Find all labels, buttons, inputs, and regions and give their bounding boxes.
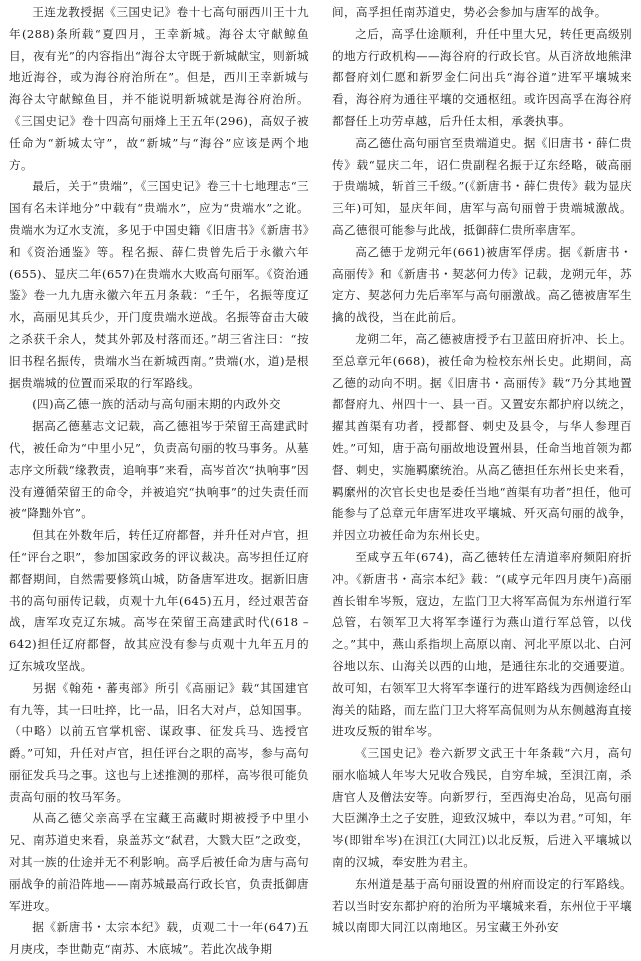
- paragraph: 王连龙教授据《三国史记》卷十七高句丽西川王十九年(288)条所载“夏四月，王幸新城。海谷太守献鲸鱼目，夜有光”的内容指出“海谷太守既于新城献宝，则新城地近海谷，或为海谷府治所在”。但是，西川王幸新城与海谷太守献鲸鱼目，并不能说明新城就是海谷府治所。《三国史记》卷十四高句丽烽上王五年(296)，高奴子被任命为“新城太守”，故“新城”与“海谷”应该是两个地方。: [9, 5, 309, 172]
- paragraph: 但其在外数年后，转任辽府都督，并升任对卢官，担任“评台之职”，参加国家政务的评议裁决。高岑担任辽府都督期间，自然需要修筑山城，防备唐军进攻。据新旧唐书的高句丽传记载，贞观十九年(645)五月，经过艰苦奋战，唐军攻克辽东城。高岑在荣留王高建武时代(618 – 642)担任辽府都督，故其应没有参与贞观十九年五月的辽东城攻坚战。: [9, 528, 309, 673]
- paragraph: 据高乙德墓志文记载，高乙德祖岑于荣留王高建武时代，被任命为“中里小兄”，负责高句丽的牧马事务。从墓志序文所载“缘教责，追响事”来看，高岑首次“执响事”因没有遵循荣留王的命令，并被追究“执响事”的过失责任而被“降黜外官”。: [9, 419, 309, 521]
- left-column: [9, 2, 309, 961]
- right-column: [332, 2, 632, 939]
- paragraph: 从高乙德父亲高孚在宝藏王高藏时期被授予中里小兄、南苏道史来看，泉盖苏文“弑君，大戮大臣”之政变，对其一族的仕途并无不利影响。高孚后被任命为唐与高句丽战争的前沿阵地——南苏城最高行政长官，负责抵御唐军进攻。: [9, 811, 309, 913]
- paragraph-continuation: 间，高孚担任南苏道史，势必会参加与唐军的战争。: [332, 5, 607, 19]
- paragraph: 高乙德仕高句丽官至贵端道史。据《旧唐书・薛仁贵传》载“显庆二年，诏仁贵副程名振于辽东经略，破高丽于贵端城，斩首三千级。”(《新唐书・薛仁贵传》载为显庆三年)可知，显庆年间，唐军与高句丽曾于贵端城激战。高乙德很可能参与此战，抵御薛仁贵所率唐军。: [332, 135, 632, 237]
- paragraph: 据《新唐书・太宗本纪》载，贞观二十一年(647)五月庚戌，李世勣克“南苏、木底城”。若此次战争期: [9, 920, 309, 957]
- section-heading: (四)高乙德一族的活动与高句丽末期的内政外交: [32, 397, 281, 412]
- paragraph: 高乙德于龙朔元年(661)被唐军俘虏。据《新唐书・高丽传》和《新唐书・契苾何力传》记载，龙朔元年，苏定方、契苾何力先后率军与高句丽激战。高乙德被唐军生擒的战役，当在此前后。: [332, 244, 632, 325]
- paragraph: 东州道是基于高句丽设置的州府而设定的行军路线。若以当时安东都护府的治所为平壤城来看，东州位于平壤城以南即大同江以南地区。另宝藏王外孙安: [332, 876, 632, 935]
- paragraph: 最后，关于“贵端”，《三国史记》卷三十七地理志“三国有名未详地分”中载有“贵端水”，应为“贵端水”之讹。贵端水为辽水支流，多见于中国史籍《旧唐书》《新唐书》和《资治通鉴》等。程名振、薛仁贵曾先后于永徽六年(655)、显庆二年(657)在贵端水大败高句丽军。《资治通鉴》卷一九九唐永徽六年五月条载：“壬午，名振等度辽水，高丽见其兵少，开门度贵端水逆战。名振等奋击大破之杀获千余人，焚其外郭及村落而还。”胡三省注曰：“按旧书程名振传，贵端水当在新城西南。”贵端(水，道)是根据贵端城的位置而采取的行军路线。: [9, 179, 309, 390]
- paragraph: 另据《翰苑・蕃夷部》所引《高丽记》载“其国建官有九等，其一曰吐捽，比一品，旧名大对卢，总知国事。（中略）以前五官掌机密、谋政事、征发兵马、选授官爵。”可知，升任对卢官，担任评台之职的高岑，参与高句丽征发兵马之事。这也与上述推测的那样，高岑很可能负责高句丽的牧马军务。: [9, 680, 309, 804]
- paragraph: 《三国史记》卷六新罗文武王十年条载“六月，高句丽水临城人年岑大兄收合残民，自穷牟城，至浿江南，杀唐官人及僧法安等。向新罗行，至西海史冶岛，见高句丽大臣渊净土之子安胜，迎致汉城中，奉以为君。”可知，年岑(即钳牟岑)在浿江(大同江)以北反叛，后进入平壤城以南的汉城，奉安胜为君主。: [332, 746, 632, 870]
- paragraph: 至咸亨五年(674)，高乙德转任左清道率府频阳府折冲。《新唐书・高宗本纪》载：“(咸亨元年四月庚午)高丽酋长钳牟岑叛，寇边，左监门卫大将军高侃为东州道行军总管，右领军卫大将军李谨行为燕山道行军总管，以伐之。”其中，燕山系指坝上高原以南、河北平原以北、白河谷地以东、山海关以西的山地，是通往东北的交通要道。故可知，右领军卫大将军李谨行的进军路线为西侧途经山海关的陆路，而左监门卫大将军高侃则为从东侧越海直接进攻反叛的钳牟岑。: [332, 549, 632, 739]
- paragraph: 龙朔二年，高乙德被唐授予右卫蓝田府折冲、长上。至总章元年(668)，被任命为检校东州长史。此期间，高乙德的动向不明。据《旧唐书・高丽传》载“乃分其地置都督府九、州四十一、县一百。又置安东都护府以统之，擢其酋渠有功者，授都督、刺史及县令，与华人参理百姓。”可知，唐于高句丽故地设置州县，任命当地首领为都督、刺史，实施羁縻统治。从高乙德担任东州长史来看，羁縻州的次官长史也是委任当地“酋渠有功者”担任，他可能参与了总章元年唐军进攻平壤城、歼灭高句丽的战争，并因立功被任命为东州长史。: [332, 331, 632, 543]
- paragraph: 之后，高孚仕途顺利，升任中里大兄，转任更高级别的地方行政机构——海谷府的行政长官。从百济故地熊津都督府刘仁愿和新罗金仁问出兵“海谷道”进军平壤城来看，海谷府为通往平壤的交通枢纽。或许因高孚在海谷府都督任上功劳卓越，后升任太相，承袭执事。: [332, 26, 632, 128]
